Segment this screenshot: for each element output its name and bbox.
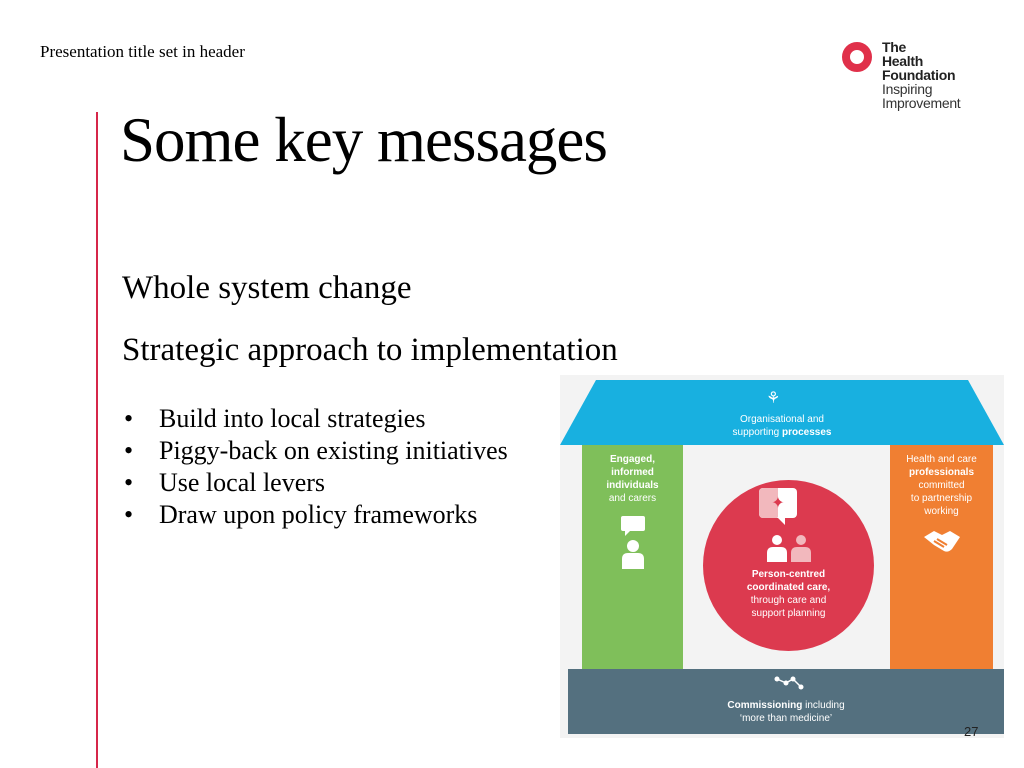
- care-model-diagram: [560, 375, 1004, 738]
- handshake-speech-icon: [759, 488, 797, 518]
- subheading-strategic-approach: Strategic approach to implementation: [122, 332, 618, 368]
- center-plain: through care and: [750, 595, 827, 606]
- foundation-label: [568, 699, 1004, 725]
- diagram-left-pillar: [582, 445, 683, 691]
- logo-text: [882, 40, 960, 110]
- diagram-roof: [560, 380, 1004, 450]
- logo-line: Foundation: [882, 67, 956, 83]
- person-icon: [582, 539, 683, 573]
- roof-label-line: supporting: [732, 427, 782, 438]
- bullet-text: Use local levers: [159, 468, 326, 497]
- logo-line: Health: [882, 53, 923, 69]
- presentation-header-title: Presentation title set in header: [40, 42, 245, 61]
- bullet-marker: •: [124, 500, 134, 529]
- right-pillar-plain: working: [924, 506, 959, 517]
- roof-label-bold: processes: [782, 427, 832, 438]
- speech-tail: [777, 517, 785, 525]
- bullet-item: [122, 403, 508, 435]
- center-plain: support planning: [751, 608, 826, 619]
- handshake-icon: [890, 527, 993, 561]
- right-pillar-plain: to partnership: [910, 493, 973, 504]
- right-pillar-plain: committed: [918, 480, 965, 491]
- diagram-center-circle: [703, 480, 874, 651]
- two-people-icon: [703, 534, 874, 568]
- roof-label: [660, 413, 904, 439]
- health-foundation-logo: [842, 40, 992, 110]
- speech-bubble-icon: [582, 515, 683, 541]
- logo-line: Inspiring: [882, 81, 933, 97]
- bullet-marker: •: [124, 468, 134, 497]
- left-pillar-bold: individuals: [606, 480, 659, 491]
- center-bold: Person-centred: [751, 569, 826, 580]
- page-number: 27: [964, 724, 979, 739]
- bullet-marker: •: [124, 404, 134, 433]
- bullet-text: Build into local strategies: [159, 404, 426, 433]
- diagram-foundation: [568, 669, 1004, 734]
- speech-handshake-glyph: ✦: [771, 493, 785, 512]
- left-pillar-bold: informed: [611, 467, 654, 478]
- left-pillar-plain: and carers: [608, 493, 657, 504]
- network-icon: [774, 675, 804, 691]
- plant-hand-icon: ⚘: [766, 388, 781, 407]
- foundation-bold: Commissioning: [727, 700, 803, 711]
- center-bold: coordinated care,: [746, 582, 831, 593]
- center-label: [703, 568, 874, 620]
- bullet-item: [122, 435, 508, 467]
- bullet-text: Piggy-back on existing initiatives: [159, 436, 508, 465]
- right-pillar-plain: Health and care: [906, 454, 977, 465]
- bullet-list: [122, 403, 508, 531]
- foundation-plain: ‘more than medicine’: [739, 713, 833, 724]
- right-pillar-bold: professionals: [908, 467, 975, 478]
- logo-line: Improvement: [882, 95, 961, 111]
- bullet-text: Draw upon policy frameworks: [159, 500, 478, 529]
- foundation-plain: including: [802, 700, 845, 711]
- slide-title: Some key messages: [120, 105, 607, 175]
- accent-divider: [96, 112, 98, 768]
- left-pillar-label: [582, 453, 683, 505]
- bullet-item: [122, 499, 508, 531]
- logo-line: The: [882, 39, 906, 55]
- logo-ring-icon: [842, 42, 872, 72]
- right-pillar-label: [890, 453, 993, 518]
- subheading-whole-system: Whole system change: [122, 270, 412, 306]
- diagram-right-pillar: [890, 445, 993, 691]
- left-pillar-bold: Engaged,: [609, 454, 655, 465]
- bullet-marker: •: [124, 436, 134, 465]
- bullet-item: [122, 467, 508, 499]
- roof-label-line: Organisational and: [740, 414, 824, 425]
